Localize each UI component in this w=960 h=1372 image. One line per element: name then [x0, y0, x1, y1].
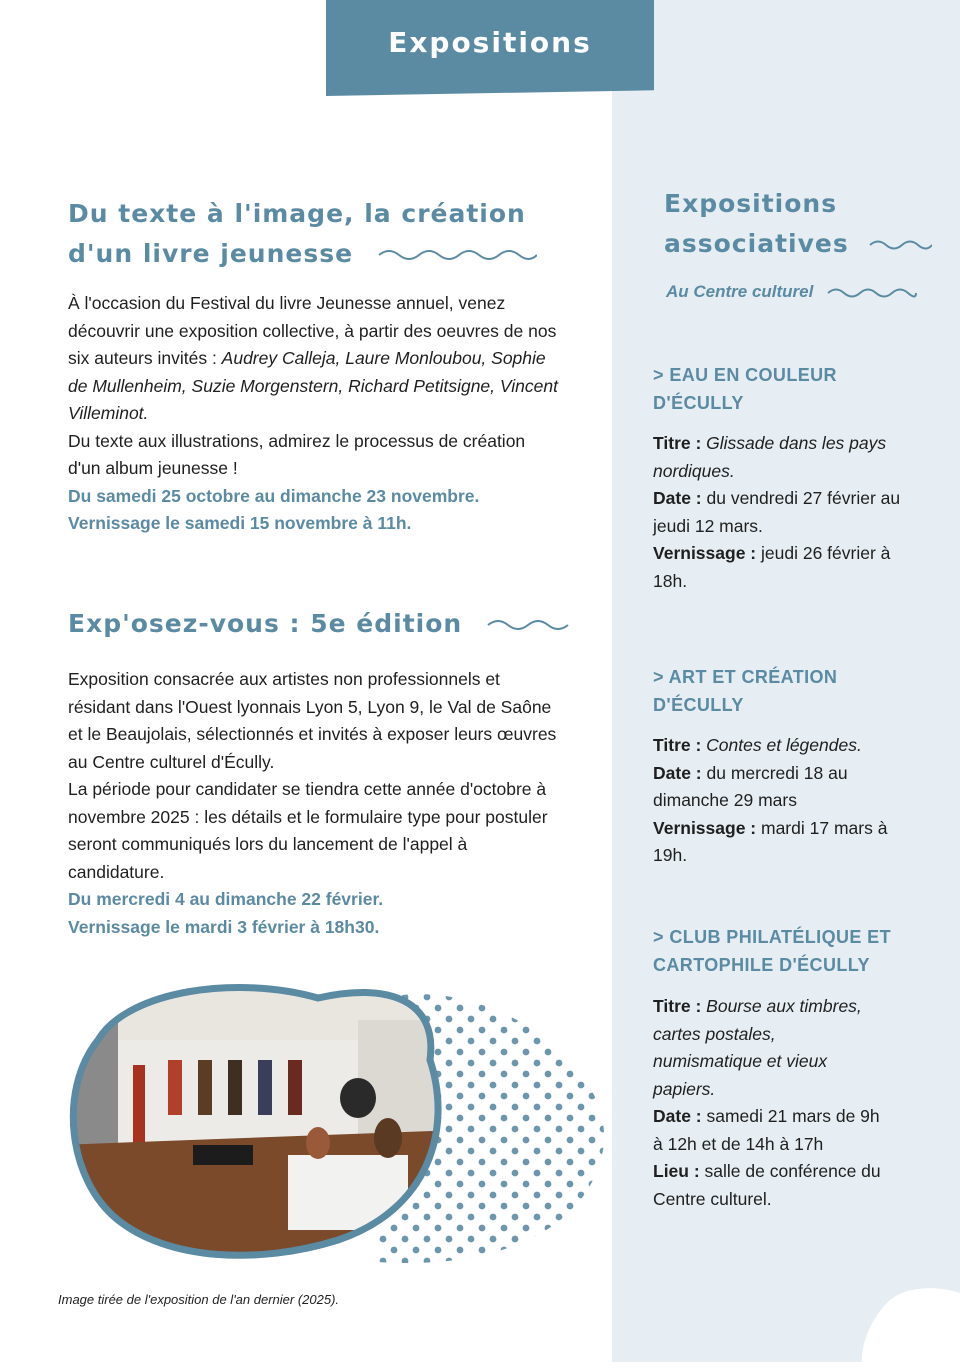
section1-heading	[68, 194, 568, 274]
section2-text1: Exposition consacrée aux artistes non professionnels et résidant dans l'Ouest lyonnais Lyon 5, Lyon 9, le Val de Saône et le Beaujolais, sélectionnés et invités à exposer leurs œuvres au Centre culturel d'Écully.	[68, 669, 557, 772]
sidebar-subtitle: Au Centre culturel	[666, 282, 814, 301]
expo1-date-label: Date :	[653, 488, 702, 508]
expo1-details	[653, 430, 913, 595]
expo2-vernissage-value: mardi 17 mars à 19h.	[653, 817, 888, 865]
expo3-title: > CLUB PHILATÉLIQUE ET CARTOPHILE D'ÉCULLY	[653, 927, 891, 975]
expo3-date-value: samedi 21 mars de 9h à 12h et de 14h à 17h	[653, 1106, 880, 1154]
expo2-date-label: Date :	[653, 762, 702, 783]
expo3-titre-value: Bourse aux timbres, cartes postales, numismatique et vieux papiers.	[653, 996, 862, 1099]
sidebar-title-line1: Expositions	[664, 189, 838, 218]
wave-decoration-icon	[826, 286, 918, 300]
expo2-titre-value: Contes et légendes.	[706, 735, 862, 755]
photo-caption: Image tirée de l'exposition de l'an dernier (2025).	[58, 1292, 340, 1307]
wave-decoration-icon	[486, 618, 570, 632]
section2-dates: Du mercredi 4 au dimanche 22 février.	[68, 889, 384, 909]
expo1-titre-label: Titre :	[653, 433, 702, 453]
expo3-lieu-value: salle de conférence du Centre culturel.	[653, 1161, 881, 1209]
expo1-date-value: du vendredi 27 février au jeudi 12 mars.	[653, 488, 901, 536]
expo2-details	[653, 732, 913, 870]
sidebar-subtitle-wrap	[666, 282, 918, 302]
section2-heading	[68, 604, 570, 644]
section1-description	[68, 290, 558, 538]
section1-intro: À l'occasion du Festival du livre Jeunesse annuel, venez découvrir une exposition collective, à partir des oeuvres de nos six auteurs invités :	[68, 293, 557, 368]
section2-description	[68, 666, 558, 941]
section1-vernissage: Vernissage le samedi 15 novembre à 11h.	[68, 513, 412, 533]
expo1-vernissage-value: jeudi 26 février à 18h.	[653, 543, 891, 591]
expo3-date-label: Date :	[653, 1106, 702, 1126]
gallery-photo	[58, 980, 618, 1270]
expo3-titre-label: Titre :	[653, 996, 702, 1016]
gallery-photo-illustration	[58, 980, 618, 1270]
section2-title: Exp'osez-vous : 5e édition	[68, 609, 463, 638]
sidebar-title-line2: associatives	[664, 229, 849, 258]
expo3-lieu-label: Lieu :	[653, 1161, 700, 1181]
wave-decoration-icon	[868, 238, 932, 252]
section1-authors: Audrey Calleja, Laure Monloubou, Sophie de Mullenheim, Suzie Morgenstern, Richard Petitsigne, Vincent Villeminot.	[68, 348, 558, 423]
decorative-blob-icon	[858, 1282, 960, 1372]
page-title: Expositions	[388, 26, 592, 59]
expo2-titre-label: Titre :	[653, 735, 702, 755]
sidebar-title	[664, 184, 932, 264]
section2-vernissage: Vernissage le mardi 3 février à 18h30.	[68, 916, 380, 937]
section1-text: Du texte aux illustrations, admirez le processus de création d'un album jeunesse !	[68, 430, 526, 478]
section1-dates: Du samedi 25 octobre au dimanche 23 novembre.	[68, 485, 480, 506]
expo2-title: > ART ET CRÉATION D'ÉCULLY	[653, 667, 838, 715]
expo2-vernissage-label: Vernissage :	[653, 817, 757, 838]
expo1-titre-value: Glissade dans les pays nordiques.	[653, 433, 887, 481]
section2-text2: La période pour candidater se tiendra cette année d'octobre à novembre 2025 : les détails et le formulaire type pour postuler seront communiqués lors du lancement de l'appel à candidature.	[68, 779, 548, 882]
section1-title: Du texte à l'image, la création d'un livre jeunesse	[68, 199, 526, 268]
expo3-details	[653, 993, 883, 1213]
wave-decoration-icon	[377, 248, 537, 262]
expo1-title: > EAU EN COULEUR D'ÉCULLY	[653, 365, 837, 413]
expo2-date-value: du mercredi 18 au dimanche 29 mars	[653, 762, 848, 810]
sidebar-title-line2-wrap	[664, 224, 932, 264]
expo1-vernissage-label: Vernissage :	[653, 543, 757, 563]
